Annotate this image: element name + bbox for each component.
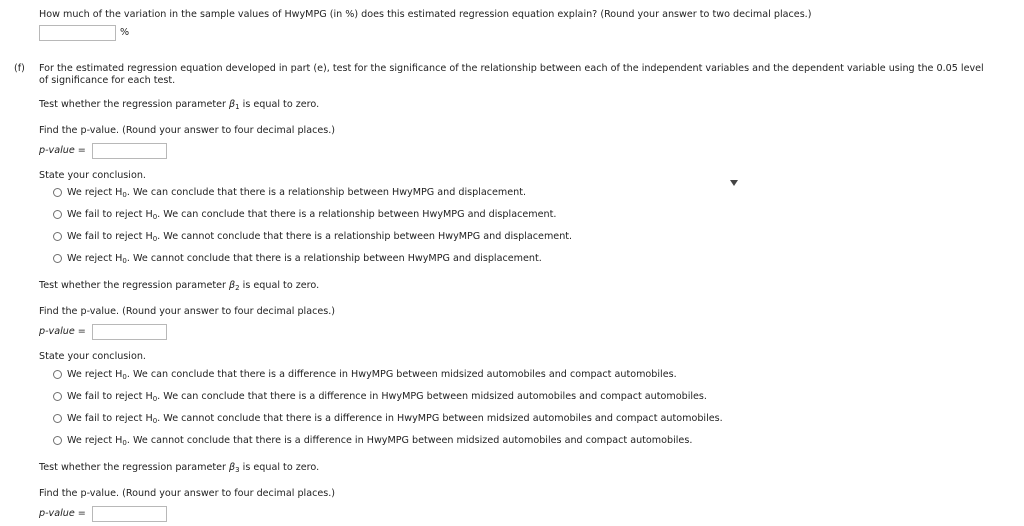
radio-beta2-option4[interactable] [53,436,62,445]
pvalue-label-beta3: p-value = [39,508,86,519]
test-beta3-prompt: Test whether the regression parameter $\beta_3$ is equal to zero. [39,462,320,474]
option-text-beta2-3: We fail to reject $H_0$. We cannot conclude that there is a difference in HwyMPG between midsized automobiles and compact automobiles. [67,413,723,425]
option-text-beta1-2: We fail to reject $H_0$. We can conclude that there is a relationship between HwyMPG and displacement. [67,209,557,221]
beta-symbol: β [229,280,236,291]
radio-beta1-option2[interactable] [53,210,62,219]
radio-beta1-option1[interactable] [53,188,62,197]
option-text-beta1-3: We fail to reject $H_0$. We cannot conclude that there is a relationship between HwyMPG and displacement. [67,231,573,243]
percent-answer-input[interactable] [39,25,116,41]
pvalue-input-beta1[interactable] [92,143,167,159]
test-beta2-prompt: Test whether the regression parameter $\beta_2$ is equal to zero. [39,280,320,292]
part-f-intro-line1: For the estimated regression equation developed in part (e), test for the significance of the relationship between each of the independent variables and the dependent variable using the 0.05 level [39,63,984,74]
option-text-beta2-2: We fail to reject $H_0$. We can conclude that there is a difference in HwyMPG between midsized automobiles and compact automobiles. [67,391,707,403]
option-text-beta2-4: We reject $H_0$. We cannot conclude that there is a difference in HwyMPG between midsized automobiles and compact automobiles. [67,435,693,447]
option-text-beta1-1: We reject $H_0$. We can conclude that there is a relationship between HwyMPG and displacement. [67,187,527,199]
conclusion-prompt-beta1: State your conclusion. [39,170,146,181]
pvalue-label-beta1: p-value = [39,145,86,156]
part-f-label: (f) [14,63,25,74]
radio-beta2-option3[interactable] [53,414,62,423]
beta-symbol: β [229,99,236,110]
test-beta1-prompt: Test whether the regression parameter $\beta_1$ is equal to zero. [39,99,320,111]
radio-beta1-option3[interactable] [53,232,62,241]
percent-unit: % [120,27,130,38]
radio-beta1-option4[interactable] [53,254,62,263]
pvalue-prompt-beta1: Find the p-value. (Round your answer to four decimal places.) [39,125,336,136]
option-text-beta1-4: We reject $H_0$. We cannot conclude that there is a relationship between HwyMPG and displacement. [67,253,542,265]
pvalue-label-beta2: p-value = [39,326,86,337]
pvalue-prompt-beta2: Find the p-value. (Round your answer to four decimal places.) [39,306,336,317]
part-f-intro-line2: of significance for each test. [39,75,176,86]
mouse-cursor-icon [730,180,738,186]
pvalue-input-beta3[interactable] [92,506,167,522]
part-e-question: How much of the variation in the sample values of HwyMPG (in %) does this estimated regression equation explain? (Round your answer to two decimal places.) [39,9,812,20]
option-text-beta2-1: We reject $H_0$. We can conclude that there is a difference in HwyMPG between midsized automobiles and compact automobiles. [67,369,677,381]
beta-symbol: β [229,462,236,473]
conclusion-prompt-beta2: State your conclusion. [39,351,146,362]
radio-beta2-option2[interactable] [53,392,62,401]
pvalue-input-beta2[interactable] [92,324,167,340]
pvalue-prompt-beta3: Find the p-value. (Round your answer to four decimal places.) [39,488,336,499]
radio-beta2-option1[interactable] [53,370,62,379]
